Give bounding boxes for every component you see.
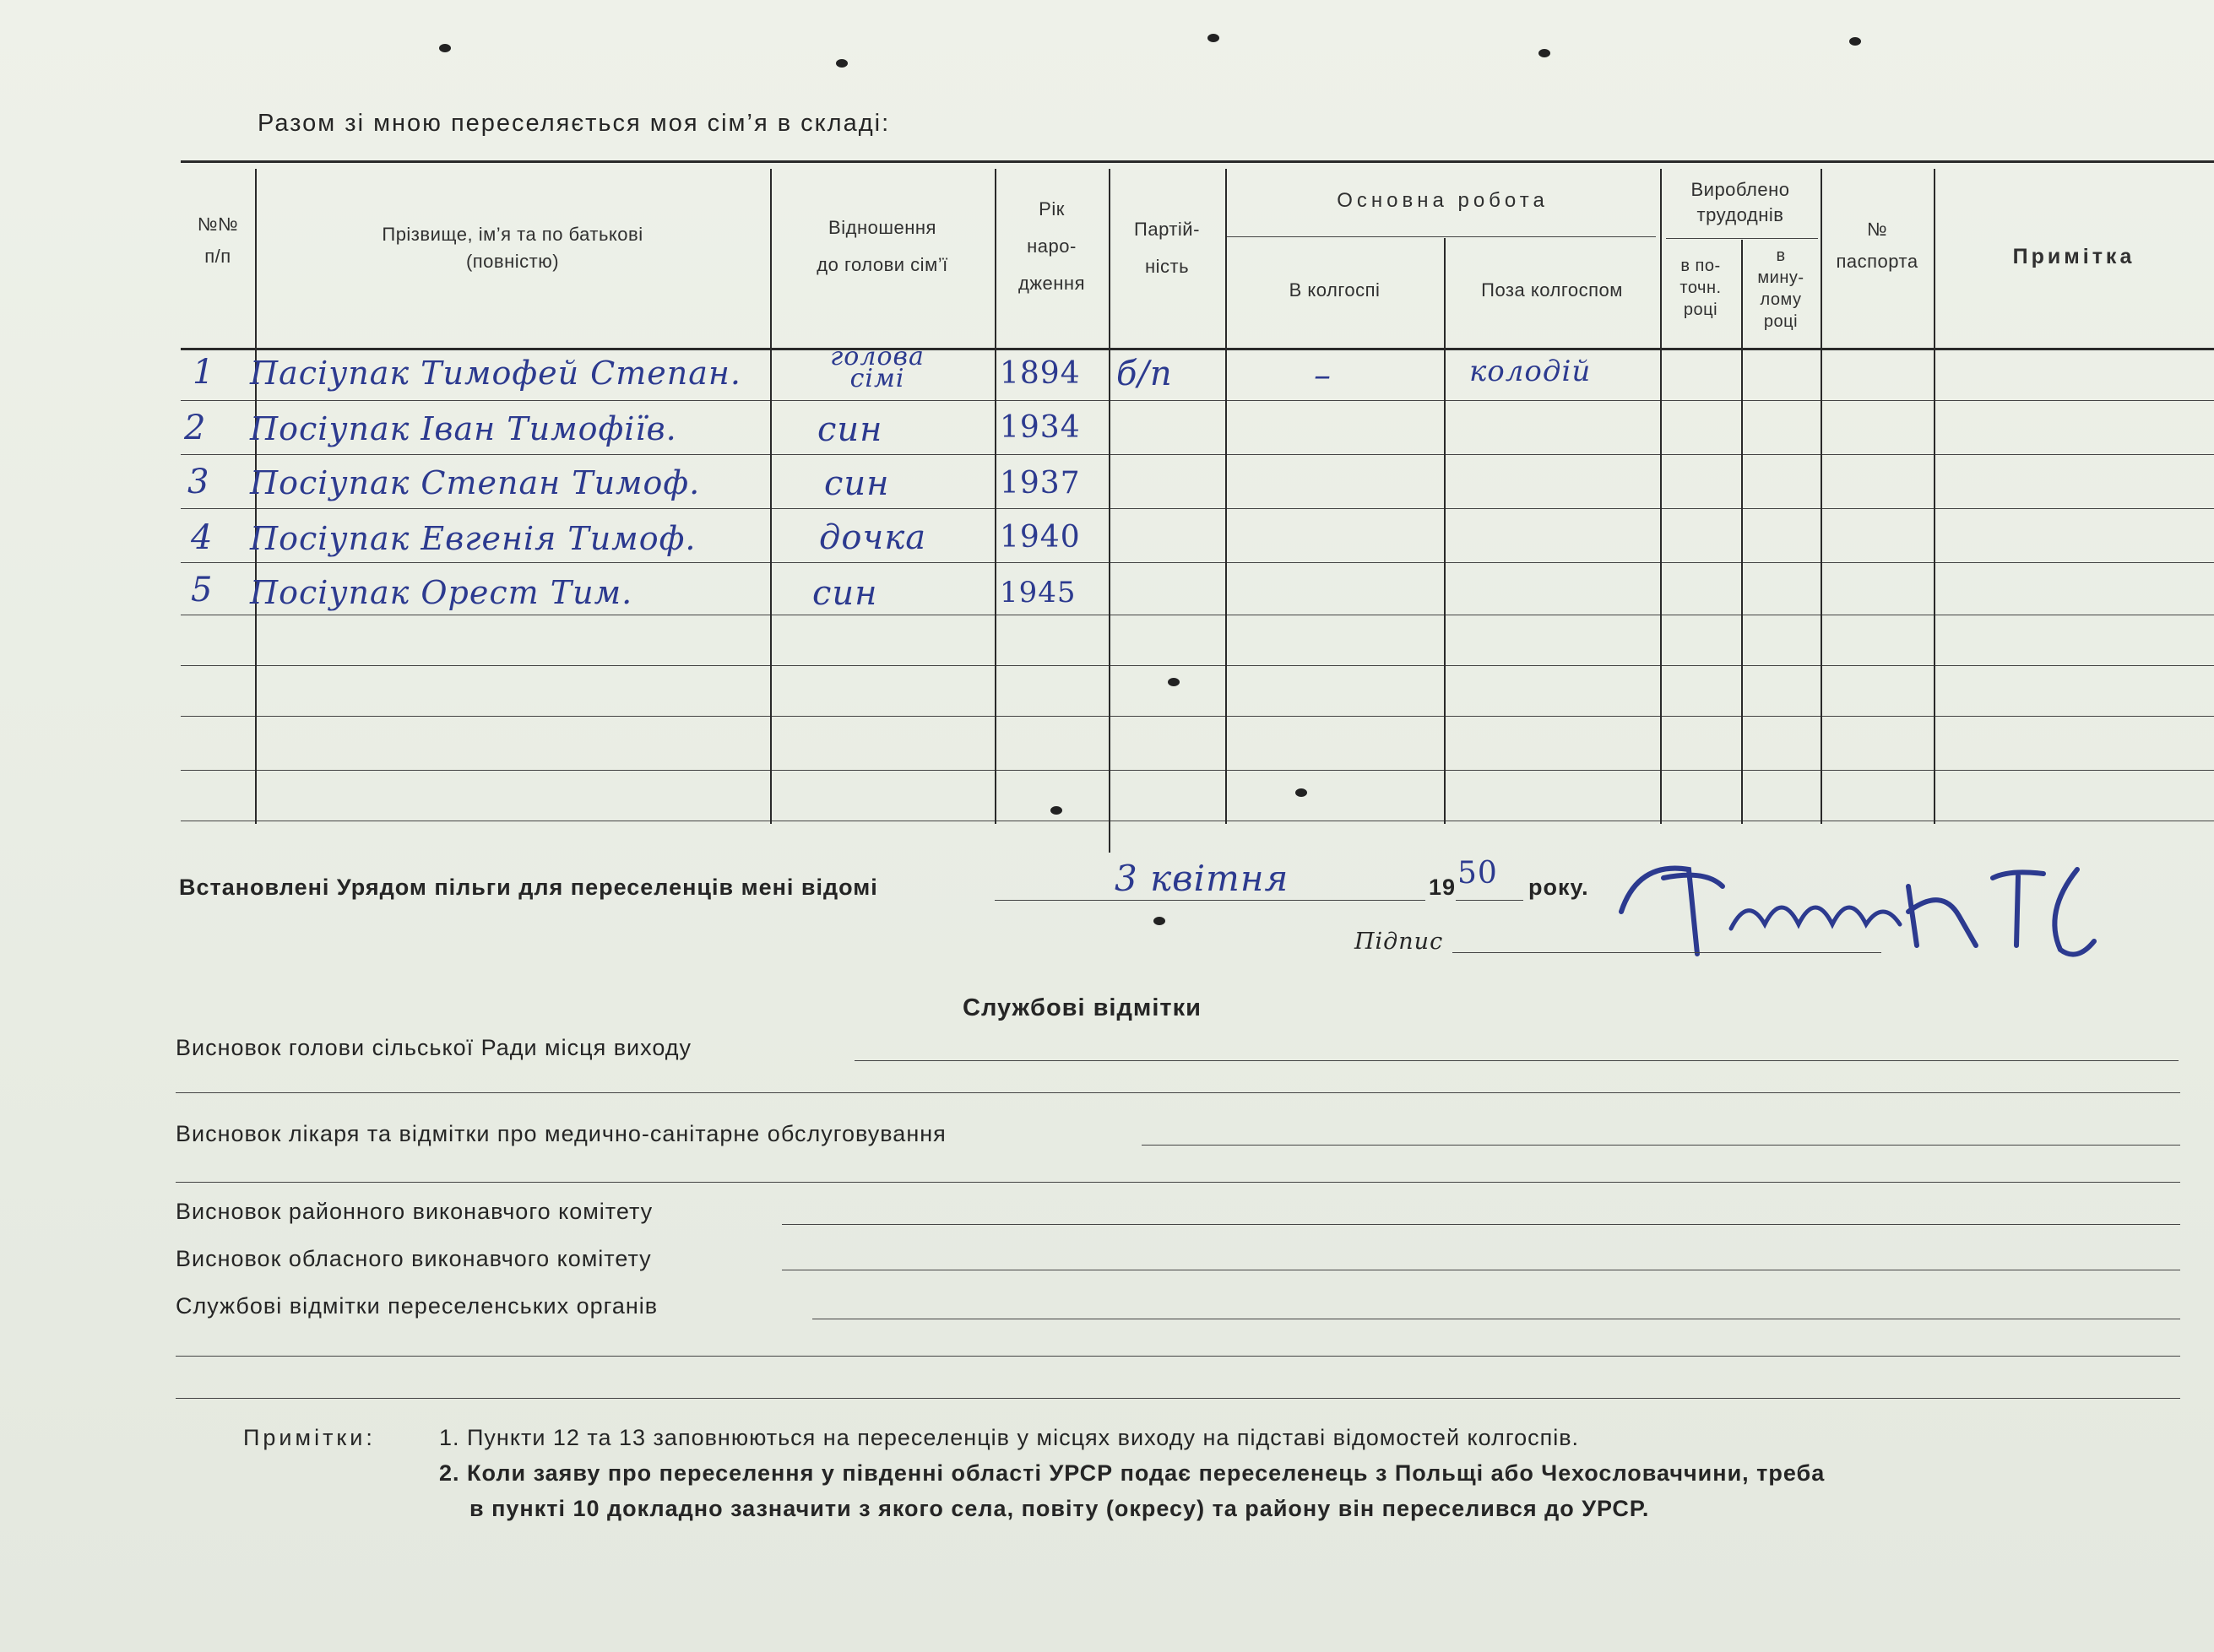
header-days-past: в мину- лому році [1757,246,1804,331]
year-line [1456,900,1523,901]
benefits-date: 3 квітня [1115,858,1289,899]
punch-mark [1295,788,1307,797]
row-year: 1945 [1000,576,1077,609]
service-line [855,1060,2179,1061]
benefits-text: Встановлені Урядом пільги для переселенців мені відомі [179,875,878,900]
row-line [181,508,2214,509]
punch-mark [1050,806,1062,815]
row-num: 2 [184,409,207,447]
row-year: 1934 [1000,410,1081,445]
service-item: Висновок лікаря та відмітки про медично-санітарне обслуговування [176,1121,947,1146]
col-line [1444,238,1446,824]
header-birth: Рік наро- дження [1017,198,1085,294]
header-work: Основна робота [1337,189,1549,212]
header-name: Прізвище, ім’я та по батькові (повністю) [382,224,643,272]
row-num: 1 [193,353,215,392]
service-line [782,1224,2180,1225]
header-num: №№ п/п [197,214,239,267]
year-hand: 50 [1457,856,1498,891]
year-suffix: року. [1528,875,1589,900]
service-line [1142,1145,2180,1146]
row-year: 1940 [1000,520,1081,555]
header-work-out: Поза колгоспом [1481,279,1623,301]
row-name: Посіупак Евгенія Тимоф. [250,520,697,557]
header-passport: № паспорта [1836,219,1918,272]
row-line [181,770,2214,771]
signature-label: Підпис [1354,929,1444,955]
header-days: Вироблено трудоднів [1690,179,1790,225]
row-relation: голова сімі [830,342,925,393]
year-prefix: 19 [1429,875,1457,900]
punch-mark [1153,917,1165,925]
days-subheader-line [1666,238,1818,239]
row-line [181,400,2214,401]
header-work-in: В колгоспі [1289,279,1381,301]
row-name: Посіупак Іван Тимофіїв. [250,410,677,447]
benefits-line [995,900,1425,901]
row-work-out: колодій [1469,355,1592,388]
row-name: Посіупак Степан Тимоф. [250,464,701,501]
service-line [176,1356,2180,1357]
table-top-border [181,160,2214,163]
row-line [181,665,2214,666]
punch-mark [439,44,451,52]
work-subheader-line [1225,236,1656,237]
service-item: Висновок голови сільської Ради місця виходу [176,1035,692,1060]
service-item: Службові відмітки переселенських органів [176,1293,659,1319]
row-line [181,562,2214,563]
note-2b: в пункті 10 докладно зазначити з якого села, повіту (окресу) та району він переселився до УРСР. [469,1496,1650,1521]
row-work-in: – [1314,356,1332,395]
service-title: Службові відмітки [963,994,1202,1021]
notes-label: Примітки: [243,1425,376,1450]
signature-line [1452,952,1881,953]
row-relation: дочка [819,518,927,557]
row-num: 3 [187,463,210,501]
header-note: Примітка [2012,245,2135,268]
row-party: б/п [1116,355,1173,393]
intro-text: Разом зі мною переселяється моя сім’я в складі: [258,110,891,137]
signature-mark [1604,853,2111,971]
row-line [181,716,2214,717]
note-2a: 2. Коли заяву про переселення у південні області УРСР подає переселенець з Польщі або Чехословаччини, треба [439,1460,1826,1486]
header-party: Партій- ність [1134,219,1200,277]
service-line [176,1398,2180,1399]
row-relation: син [812,574,878,613]
punch-mark [1168,678,1180,686]
punch-mark [1207,34,1219,42]
punch-mark [1538,49,1550,57]
row-name: Посіупак Орест Тим. [250,574,633,611]
punch-mark [1849,37,1861,46]
row-relation: син [817,410,883,449]
note-1: 1. Пункти 12 та 13 заповнюються на переселенців у місцях виходу на підставі відомостей колгоспів. [439,1425,1580,1450]
header-relation: Відношення до голови сім’ї [817,217,948,275]
row-num: 5 [191,571,214,609]
row-relation: син [824,464,890,503]
punch-mark [836,59,848,68]
service-item: Висновок обласного виконавчого комітету [176,1246,652,1271]
col-line [1225,169,1227,824]
service-line [176,1182,2180,1183]
row-line [181,454,2214,455]
service-line [176,1092,2180,1093]
row-year: 1937 [1000,466,1081,501]
service-item: Висновок районного виконавчого комітету [176,1199,654,1224]
row-num: 4 [191,518,214,557]
header-days-current: в по- точн. році [1679,257,1722,319]
table-header-bottom [181,348,2214,350]
row-name: Пасіупак Тимофей Степан. [250,355,741,392]
row-year: 1894 [1000,356,1081,391]
